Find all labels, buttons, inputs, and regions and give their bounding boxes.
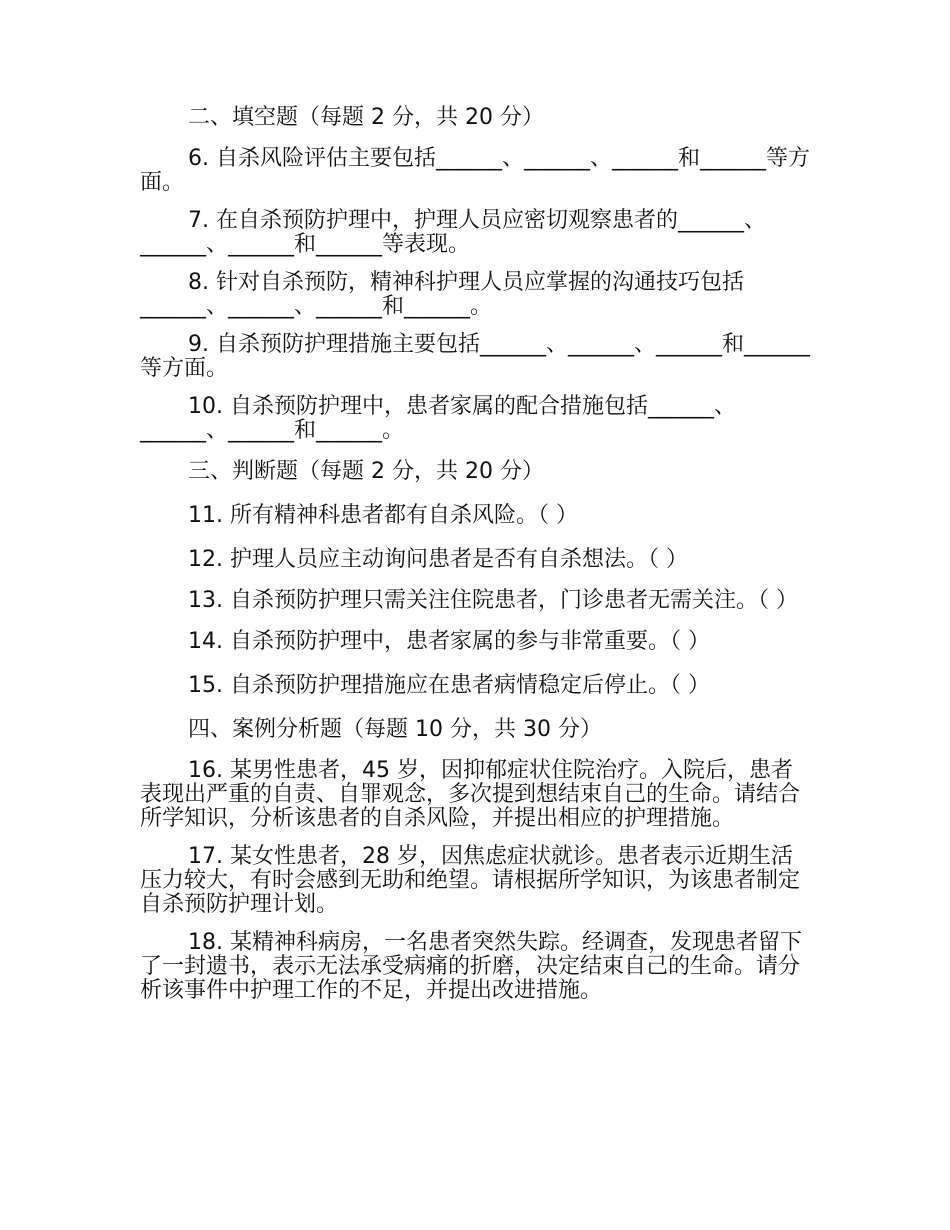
exam-content xyxy=(140,103,812,1017)
question-12: 12. 护理人员应主动询问患者是否有自杀想法。（ ） xyxy=(188,547,688,572)
question-15: 15. 自杀预防护理措施应在患者病情稳定后停止。（ ） xyxy=(188,673,710,698)
section-heading-true-false: 三、判断题（每题 2 分，共 20 分） xyxy=(188,459,544,484)
section-heading-case-analysis: 四、案例分析题（每题 10 分，共 30 分） xyxy=(188,717,602,742)
question-13: 13. 自杀预防护理只需关注住院患者，门诊患者无需关注。（ ） xyxy=(188,588,798,613)
question-17: 17. 某女性患者，28 岁，因焦虑症状就诊。患者表示近期生活压力较大，有时会感到无助和绝望。请根据所学知识，为该患者制定自杀预防护理计划。 xyxy=(140,844,801,917)
question-8: 8. 针对自杀预防，精神科护理人员应掌握的沟通技巧包括______、______、______和______。 xyxy=(140,270,744,319)
question-9: 9. 自杀预防护理措施主要包括______、______、______和______等方面。 xyxy=(140,332,810,381)
question-7: 7. 在自杀预防护理中，护理人员应密切观察患者的______、______、______和______等表现。 xyxy=(140,208,766,257)
question-10: 10. 自杀预防护理中，患者家属的配合措施包括______、______、______和______。 xyxy=(140,394,736,443)
question-18: 18. 某精神科病房，一名患者突然失踪。经调查，发现患者留下了一封遗书，表示无法承受病痛的折磨，决定结束自己的生命。请分析该事件中护理工作的不足，并提出改进措施。 xyxy=(140,930,802,1003)
question-6: 6. 自杀风险评估主要包括______、______、______和______等方面。 xyxy=(140,146,810,195)
question-16: 16. 某男性患者，45 岁，因抑郁症状住院治疗。入院后，患者表现出严重的自责、自罪观念，多次提到想结束自己的生命。请结合所学知识，分析该患者的自杀风险，并提出相应的护理措施。 xyxy=(140,758,801,831)
question-14: 14. 自杀预防护理中，患者家属的参与非常重要。（ ） xyxy=(188,629,710,654)
section-heading-fill-in: 二、填空题（每题 2 分，共 20 分） xyxy=(188,105,544,130)
question-11: 11. 所有精神科患者都有自杀风险。（ ） xyxy=(188,503,578,528)
